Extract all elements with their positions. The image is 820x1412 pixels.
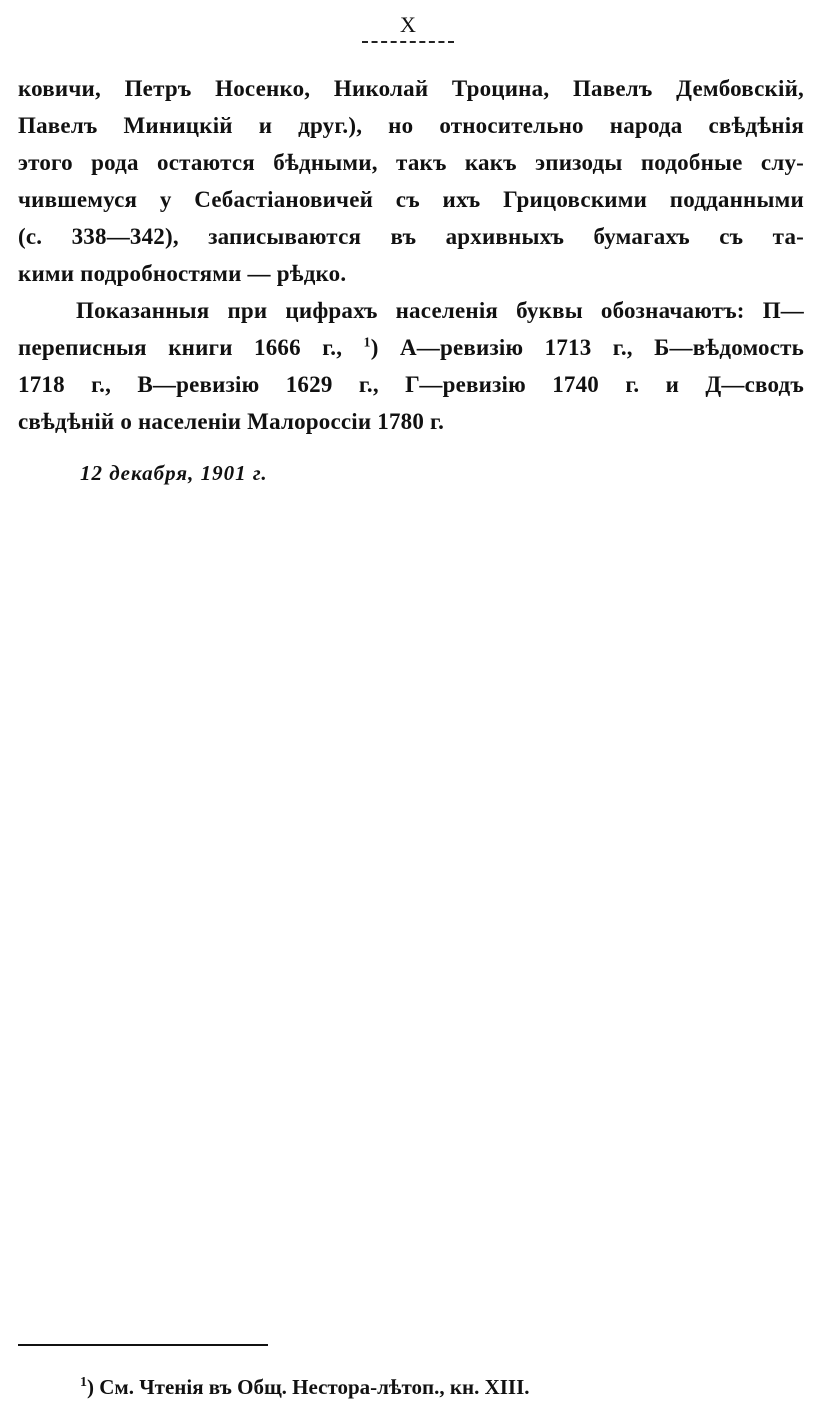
text-fragment: ) А—ревизію 1713 г., Б—вѣдомость xyxy=(370,335,804,360)
footnote xyxy=(80,1374,530,1400)
paragraph-2 xyxy=(18,292,804,440)
footnote-text: ) См. Чтенія въ Общ. Нестора-лѣтоп., кн. XIII. xyxy=(87,1375,530,1399)
text-line: Павелъ Миницкій и друг.), но относительно народа свѣдѣнія xyxy=(18,113,804,138)
footnote-rule xyxy=(18,1344,268,1346)
date-line: 12 декабря, 1901 г. xyxy=(80,461,268,485)
text-line: 1718 г., В—ревизію 1629 г., Г—ревизію 1740 г. и Д—сводъ xyxy=(18,372,804,397)
text-line: ковичи, Петръ Носенко, Николай Троцина, Павелъ Дембовскій, xyxy=(18,76,804,101)
main-text xyxy=(18,70,804,440)
text-line: свѣдѣній о населеніи Малороссіи 1780 г. xyxy=(18,409,445,434)
page-number-rule xyxy=(362,41,454,43)
text-line: этого рода остаются бѣдными, такъ какъ эпизоды подобные слу- xyxy=(18,150,804,175)
text-line-with-footnote-ref xyxy=(18,329,804,366)
text-line: (с. 338—342), записываются въ архивныхъ бумагахъ съ та- xyxy=(18,224,804,249)
footnote-marker: 1 xyxy=(80,1375,87,1390)
footnote-reference[interactable]: 1 xyxy=(363,335,371,351)
paragraph-1 xyxy=(18,70,804,292)
text-line: Показанныя при цифрахъ населенія буквы обозначаютъ: П— xyxy=(76,298,804,323)
text-line: чившемуся у Себастіановичей съ ихъ Грицовскими подданными xyxy=(18,187,804,212)
text-line: кими подробностями — рѣдко. xyxy=(18,261,347,286)
page-number: X xyxy=(400,12,416,37)
text-fragment: переписныя книги 1666 г., xyxy=(18,335,364,360)
